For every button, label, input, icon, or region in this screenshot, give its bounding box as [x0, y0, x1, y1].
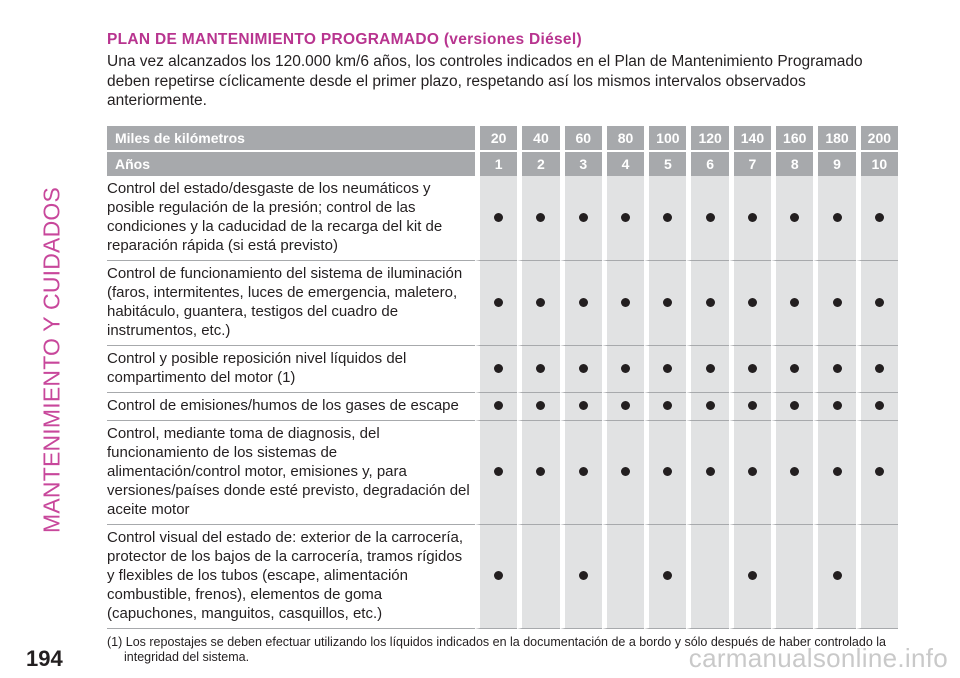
table-row: [107, 421, 898, 525]
check-description: Control visual del estado de: exterior de la carrocería, protector de los bajos de la carrocería, tramos rígidos y flexibles de los tubos (escape, alimentación combustible, frenos), elementos de goma (capuchones, manguitos, casquillos, etc.): [107, 525, 475, 629]
check-dot-icon: [706, 467, 715, 476]
check-dot-icon: [706, 401, 715, 410]
check-dot-icon: [536, 213, 545, 222]
check-dot-icon: [494, 213, 503, 222]
check-dot-icon: [536, 298, 545, 307]
interval-cell: [517, 393, 559, 421]
check-description: Control y posible reposición nivel líquidos del compartimento del motor (1): [107, 346, 475, 393]
check-dot-icon: [536, 467, 545, 476]
interval-cell: [560, 525, 602, 629]
check-dot-icon: [875, 298, 884, 307]
check-dot-icon: [875, 467, 884, 476]
check-dot-icon: [494, 571, 503, 580]
check-dot-icon: [790, 364, 799, 373]
check-dot-icon: [875, 401, 884, 410]
interval-cell: [686, 176, 728, 261]
check-dot-icon: [663, 298, 672, 307]
interval-cell: [475, 176, 517, 261]
check-dot-icon: [663, 467, 672, 476]
interval-cell: [602, 261, 644, 346]
interval-cell: [771, 421, 813, 525]
year-interval-7: 7: [729, 152, 771, 176]
interval-cell: [771, 393, 813, 421]
km-header-row: [107, 126, 898, 152]
check-dot-icon: [875, 364, 884, 373]
page-title-main: PLAN DE MANTENIMIENTO PROGRAMADO: [107, 31, 440, 48]
years-header-row: [107, 152, 898, 176]
interval-cell: [813, 176, 855, 261]
km-interval-180: 180: [813, 126, 855, 152]
check-dot-icon: [579, 401, 588, 410]
check-dot-icon: [621, 467, 630, 476]
check-dot-icon: [833, 467, 842, 476]
km-interval-120: 120: [686, 126, 728, 152]
year-interval-1: 1: [475, 152, 517, 176]
interval-cell: [644, 261, 686, 346]
check-description: Control de funcionamiento del sistema de iluminación (faros, intermitentes, luces de emergencia, maletero, habitáculo, guantera, testigos del cuadro de instrumentos, etc.): [107, 261, 475, 346]
interval-cell: [856, 393, 898, 421]
interval-cell: [813, 525, 855, 629]
interval-cell: [560, 261, 602, 346]
check-dot-icon: [579, 571, 588, 580]
interval-cell: [729, 261, 771, 346]
check-description: Control, mediante toma de diagnosis, del funcionamiento de los sistemas de alimentación/control motor, emisiones y, para versiones/países donde esté previsto, degradación del aceite motor: [107, 421, 475, 525]
check-dot-icon: [494, 401, 503, 410]
interval-cell: [729, 525, 771, 629]
interval-cell: [686, 261, 728, 346]
check-dot-icon: [833, 364, 842, 373]
check-dot-icon: [706, 213, 715, 222]
check-dot-icon: [663, 213, 672, 222]
check-description: Control de emisiones/humos de los gases de escape: [107, 393, 475, 421]
check-dot-icon: [663, 401, 672, 410]
check-dot-icon: [790, 213, 799, 222]
year-interval-10: 10: [856, 152, 898, 176]
page-content: [107, 30, 898, 665]
interval-cell: [856, 261, 898, 346]
check-dot-icon: [579, 467, 588, 476]
interval-cell: [644, 176, 686, 261]
interval-cell: [729, 421, 771, 525]
km-interval-160: 160: [771, 126, 813, 152]
interval-cell: [644, 421, 686, 525]
interval-cell: [475, 525, 517, 629]
check-dot-icon: [748, 298, 757, 307]
interval-cell: [686, 525, 728, 629]
year-interval-3: 3: [560, 152, 602, 176]
interval-cell: [602, 346, 644, 393]
check-dot-icon: [833, 298, 842, 307]
interval-cell: [560, 346, 602, 393]
check-dot-icon: [536, 364, 545, 373]
year-interval-8: 8: [771, 152, 813, 176]
check-dot-icon: [579, 298, 588, 307]
interval-cell: [729, 346, 771, 393]
check-dot-icon: [748, 364, 757, 373]
interval-cell: [517, 421, 559, 525]
check-dot-icon: [621, 298, 630, 307]
interval-cell: [813, 261, 855, 346]
interval-cell: [856, 176, 898, 261]
interval-cell: [644, 525, 686, 629]
table-row: [107, 393, 898, 421]
interval-cell: [517, 525, 559, 629]
page-title: [107, 30, 898, 50]
year-interval-2: 2: [517, 152, 559, 176]
check-dot-icon: [833, 571, 842, 580]
check-dot-icon: [875, 213, 884, 222]
interval-cell: [602, 525, 644, 629]
interval-cell: [813, 393, 855, 421]
interval-cell: [644, 393, 686, 421]
watermark: carmanualsonline.info: [688, 643, 948, 673]
interval-cell: [813, 346, 855, 393]
interval-cell: [602, 393, 644, 421]
years-header-label: Años: [107, 152, 475, 176]
check-dot-icon: [663, 364, 672, 373]
check-dot-icon: [621, 401, 630, 410]
year-interval-6: 6: [686, 152, 728, 176]
km-interval-40: 40: [517, 126, 559, 152]
interval-cell: [475, 393, 517, 421]
interval-cell: [729, 393, 771, 421]
page-title-variant: (versiones Diésel): [443, 31, 582, 48]
interval-cell: [560, 393, 602, 421]
footnote: (1) Los repostajes se deben efectuar utilizando los líquidos indicados en la documentación de a bordo y sólo después de haber controlado la integridad del sistema.: [107, 634, 886, 664]
check-dot-icon: [833, 401, 842, 410]
table-body: [107, 176, 898, 629]
check-dot-icon: [494, 364, 503, 373]
year-interval-9: 9: [813, 152, 855, 176]
check-dot-icon: [790, 401, 799, 410]
interval-cell: [517, 346, 559, 393]
interval-cell: [602, 176, 644, 261]
check-dot-icon: [621, 213, 630, 222]
interval-cell: [517, 261, 559, 346]
check-dot-icon: [790, 298, 799, 307]
interval-cell: [856, 346, 898, 393]
km-interval-80: 80: [602, 126, 644, 152]
check-description: Control del estado/desgaste de los neumáticos y posible regulación de la presión; control de las condiciones y la caducidad de la recarga del kit de reparación rápida (si está previsto): [107, 176, 475, 261]
check-dot-icon: [579, 364, 588, 373]
check-dot-icon: [748, 401, 757, 410]
table-row: [107, 346, 898, 393]
check-dot-icon: [748, 467, 757, 476]
check-dot-icon: [494, 467, 503, 476]
interval-cell: [475, 346, 517, 393]
year-interval-5: 5: [644, 152, 686, 176]
interval-cell: [729, 176, 771, 261]
km-interval-20: 20: [475, 126, 517, 152]
table-row: [107, 261, 898, 346]
year-interval-4: 4: [602, 152, 644, 176]
check-dot-icon: [748, 571, 757, 580]
check-dot-icon: [790, 467, 799, 476]
km-header-label: Miles de kilómetros: [107, 126, 475, 152]
check-dot-icon: [748, 213, 757, 222]
maintenance-table: [107, 126, 898, 629]
check-dot-icon: [833, 213, 842, 222]
interval-cell: [686, 346, 728, 393]
interval-cell: [771, 261, 813, 346]
km-interval-140: 140: [729, 126, 771, 152]
check-dot-icon: [706, 364, 715, 373]
check-dot-icon: [494, 298, 503, 307]
km-interval-200: 200: [856, 126, 898, 152]
interval-cell: [686, 393, 728, 421]
intro-paragraph: Una vez alcanzados los 120.000 km/6 años, los controles indicados en el Plan de Mantenimiento Programado deben repetirse cíclicamente desde el primer plazo, respetando así los mismos intervalos observados anteriormente.: [107, 53, 863, 109]
interval-cell: [771, 346, 813, 393]
table-row: [107, 525, 898, 629]
interval-cell: [644, 346, 686, 393]
interval-cell: [560, 176, 602, 261]
interval-cell: [517, 176, 559, 261]
check-dot-icon: [706, 298, 715, 307]
km-interval-100: 100: [644, 126, 686, 152]
interval-cell: [856, 525, 898, 629]
km-interval-60: 60: [560, 126, 602, 152]
interval-cell: [813, 421, 855, 525]
interval-cell: [771, 176, 813, 261]
side-section-label-text: MANTENIMIENTO Y CUIDADOS: [38, 186, 65, 534]
interval-cell: [856, 421, 898, 525]
check-dot-icon: [621, 364, 630, 373]
check-dot-icon: [663, 571, 672, 580]
interval-cell: [475, 261, 517, 346]
interval-cell: [602, 421, 644, 525]
check-dot-icon: [579, 213, 588, 222]
interval-cell: [771, 525, 813, 629]
interval-cell: [686, 421, 728, 525]
interval-cell: [475, 421, 517, 525]
check-dot-icon: [536, 401, 545, 410]
page-number: 194: [26, 646, 63, 671]
interval-cell: [560, 421, 602, 525]
table-row: [107, 176, 898, 261]
